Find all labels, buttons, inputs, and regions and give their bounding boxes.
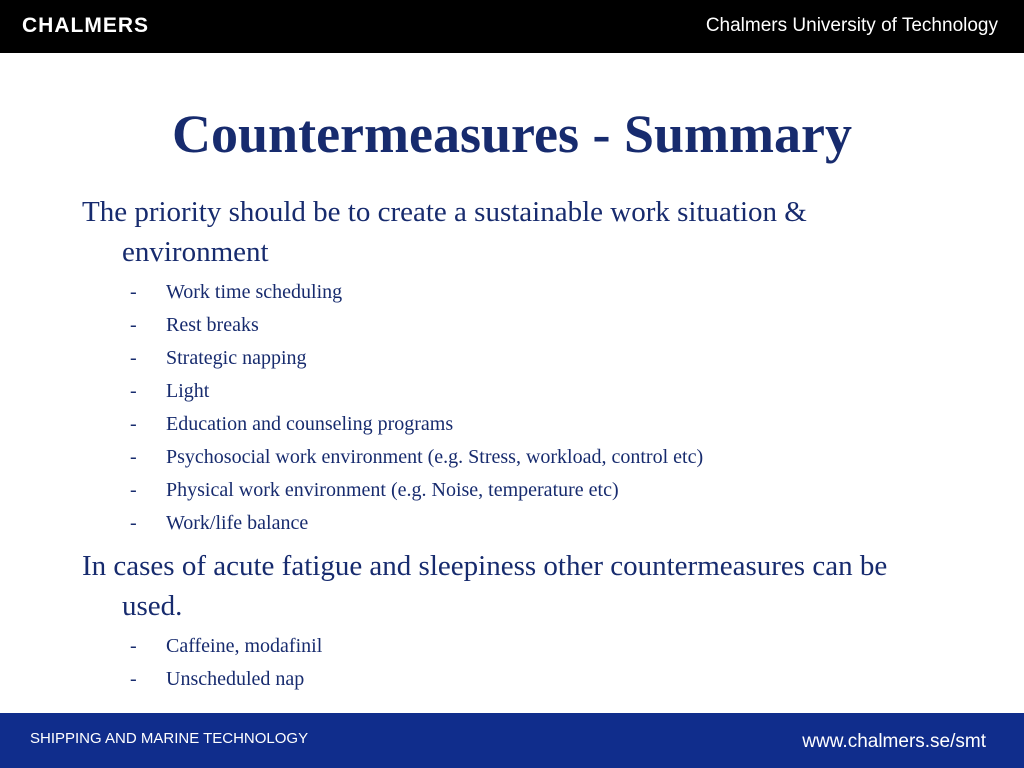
slide-content — [82, 192, 942, 702]
website-url: www.chalmers.se/smt — [802, 731, 986, 752]
main-point-sustainable: The priority should be to create a sustainable work situation & environment — [82, 196, 807, 268]
list-item — [82, 630, 942, 663]
list-item-text: Rest breaks — [166, 314, 259, 336]
list-item-text: Unscheduled nap — [166, 668, 305, 690]
list-item — [82, 474, 942, 507]
list-item — [82, 309, 942, 342]
list-item — [82, 663, 942, 696]
dash-bullet: - — [130, 281, 137, 303]
dash-bullet: - — [130, 347, 137, 369]
list-item-text: Physical work environment (e.g. Noise, temperature etc) — [166, 479, 619, 501]
list-item-text: Caffeine, modafinil — [166, 635, 323, 657]
main-point-acute-fatigue: In cases of acute fatigue and sleepiness other countermeasures can be used. — [82, 550, 888, 622]
dash-bullet: - — [130, 635, 137, 657]
dash-bullet: - — [130, 512, 137, 534]
list-item-text: Strategic napping — [166, 347, 307, 369]
list-item — [82, 375, 942, 408]
list-item — [82, 342, 942, 375]
list-item — [82, 507, 942, 540]
university-name: Chalmers University of Technology — [705, 15, 998, 36]
dash-bullet: - — [130, 479, 137, 501]
list-item-text: Education and counseling programs — [166, 413, 454, 435]
footer-bar — [0, 713, 1024, 768]
department-name: SHIPPING AND MARINE TECHNOLOGY — [30, 730, 309, 747]
chalmers-logo: CHALMERS — [22, 14, 149, 37]
dash-bullet: - — [130, 413, 137, 435]
list-item — [82, 408, 942, 441]
list-item — [82, 441, 942, 474]
list-item-text: Work/life balance — [166, 512, 309, 534]
dash-bullet: - — [130, 446, 137, 468]
list-item-text: Psychosocial work environment (e.g. Stress, workload, control etc) — [166, 446, 704, 468]
sub-list-sustainable — [82, 276, 942, 540]
dash-bullet: - — [130, 380, 137, 402]
list-item-text: Light — [166, 380, 210, 402]
dash-bullet: - — [130, 314, 137, 336]
list-item — [82, 276, 942, 309]
list-item-text: Work time scheduling — [166, 281, 343, 303]
dash-bullet: - — [130, 668, 137, 690]
sub-list-acute-fatigue — [82, 630, 942, 696]
header-bar — [0, 0, 1024, 53]
slide-title: Countermeasures - Summary — [172, 104, 852, 164]
